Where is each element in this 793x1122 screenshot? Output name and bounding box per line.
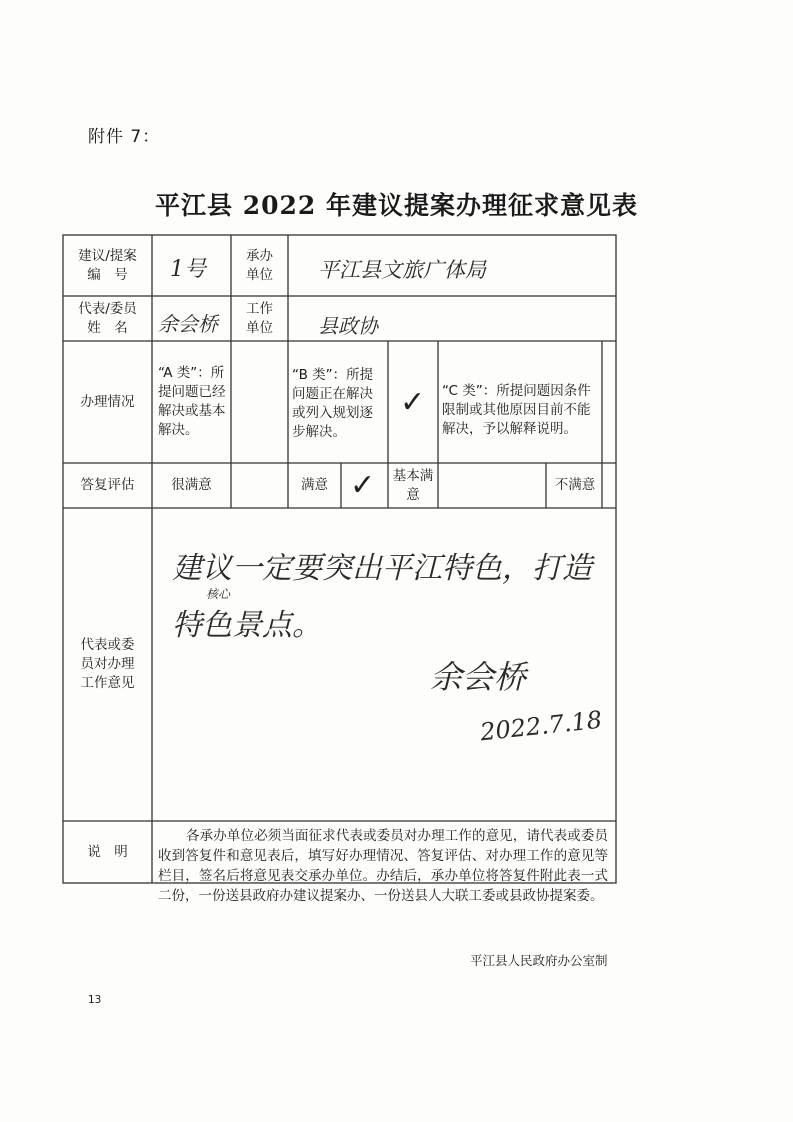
very-satisfied-option[interactable]: 很满意 bbox=[171, 477, 212, 493]
satisfied-checkmark[interactable]: ✓ bbox=[350, 468, 376, 503]
category-b-checkmark[interactable]: ✓ bbox=[400, 385, 426, 420]
work-unit-value[interactable]: 县政协 bbox=[318, 314, 378, 338]
handling-status-label: 办理情况 bbox=[80, 393, 135, 410]
work-unit-label: 工作 单位 bbox=[246, 300, 273, 336]
proposal-number-label: 建议/提案 编 号 bbox=[78, 247, 137, 283]
representative-name-label: 代表/委员 姓 名 bbox=[78, 300, 137, 336]
page-number: 13 bbox=[88, 994, 102, 1006]
issuing-organization: 平江县人民政府办公室制 bbox=[470, 953, 608, 968]
attachment-label: 附件 7： bbox=[88, 127, 161, 147]
not-satisfied-option[interactable]: 不满意 bbox=[554, 477, 596, 493]
undertaking-unit-label: 承办 单位 bbox=[246, 247, 273, 283]
representative-signature[interactable]: 余会桥 bbox=[430, 658, 527, 696]
proposal-number-value[interactable]: 1号 bbox=[170, 257, 206, 282]
basically-satisfied-option[interactable]: 基本满意 bbox=[392, 467, 434, 503]
notes-label: 说 明 bbox=[87, 843, 128, 860]
category-c-text: “C 类”：所提问题因条件限制或其他原因目前不能解决，予以解释说明。 bbox=[442, 382, 591, 437]
undertaking-unit-value[interactable]: 平江县文旅广体局 bbox=[318, 258, 486, 282]
notes-text: 各承办单位必须当面征求代表或委员对办理工作的意见，请代表或委员收到答复件和意见表后，填写好办理情况、答复评估、对办理工作的意见等栏目，签名后将意见表交承办单位。办结后，承办单位将答复件附此表一式二份，一份送县政府办建议提案办、一份送县人大联工委或县政协提案委。 bbox=[158, 828, 608, 904]
opinion-handwriting-line2[interactable]: 特色景点。 bbox=[172, 608, 322, 643]
opinion-label: 代表或委员对办理工作意见 bbox=[80, 637, 135, 691]
opinion-insertion-mark: 核心 bbox=[206, 587, 231, 601]
representative-name-value[interactable]: 余会桥 bbox=[158, 312, 218, 336]
signature-date[interactable]: 2022.7.18 bbox=[478, 705, 604, 747]
satisfied-option[interactable]: 满意 bbox=[301, 477, 328, 493]
reply-evaluation-label: 答复评估 bbox=[80, 477, 135, 493]
opinion-handwriting-line1[interactable]: 建议一定要突出平江特色，打造 bbox=[172, 551, 592, 586]
category-b-text: “B 类”：所提问题正在解决或列入规划逐步解决。 bbox=[292, 367, 374, 440]
category-a-text: “A 类”：所提问题已经解决或基本解决。 bbox=[158, 365, 226, 438]
form-title: 平江县 2022 年建议提案办理征求意见表 bbox=[155, 191, 638, 220]
